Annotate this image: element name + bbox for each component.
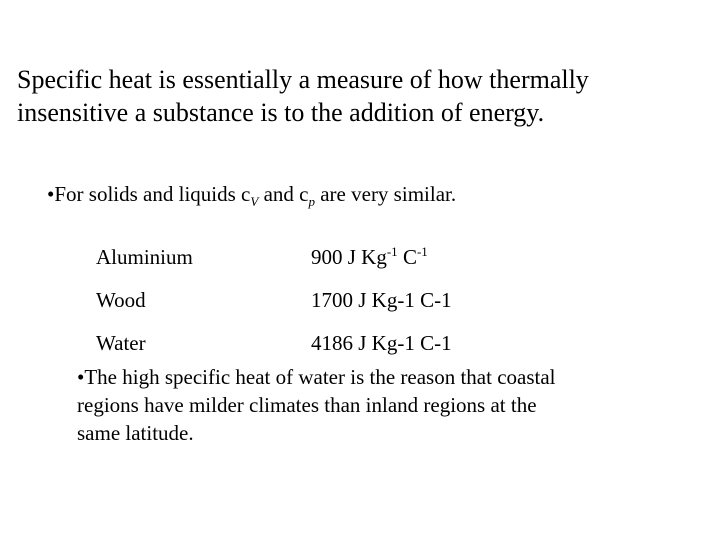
specific-heat-value [311,243,428,271]
bullet-text-mid: and c [258,182,309,206]
intro-paragraph [17,63,707,129]
subscript-v: V [250,194,259,209]
superscript-b: -1 [416,244,428,259]
bullet2-line-1: The high specific heat of water is the reason that coastal [84,365,556,389]
superscript-a: -1 [386,244,398,259]
intro-line-2: insensitive a substance is to the addition of energy. [17,98,545,127]
specific-heat-value: 4186 J Kg-1 C-1 [311,331,452,355]
bullet-cv-cp [47,180,687,208]
bullet2-line-3: same latitude. [77,421,194,445]
bullet-text-after: are very similar. [314,182,457,206]
material-name: Aluminium [96,245,193,269]
specific-heat-value: 1700 J Kg-1 C-1 [311,288,452,312]
bullet-coastal-climate [77,363,647,447]
table-row-wood [96,286,656,314]
material-name: Wood [96,288,146,312]
material-name: Water [96,331,146,355]
bullet-text-before: For solids and liquids c [54,182,251,206]
bullet-marker: • [77,365,85,389]
table-row-water [96,329,656,357]
bullet2-line-2: regions have milder climates than inland regions at the [77,393,537,417]
table-row-aluminium [96,243,656,271]
bullet-marker: • [47,182,55,206]
value-part-a: 900 J Kg [311,245,387,269]
subscript-p: p [308,194,315,209]
intro-line-1: Specific heat is essentially a measure of how thermally [17,65,589,94]
value-part-b: C [397,245,417,269]
